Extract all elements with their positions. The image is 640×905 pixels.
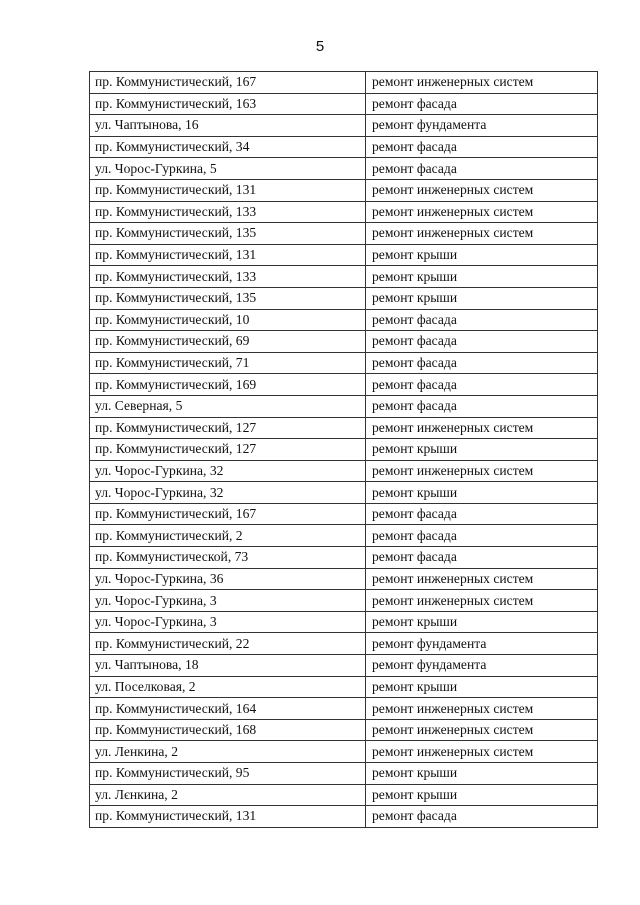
table-row [90,136,598,158]
table-row [90,784,598,806]
work-type-cell: ремонт крыши [366,266,598,288]
table-row [90,568,598,590]
address-cell: ул. Ленкина, 2 [90,741,366,763]
table-row [90,547,598,569]
work-type-cell: ремонт крыши [366,439,598,461]
work-type-cell: ремонт фундамента [366,633,598,655]
address-cell: пр. Коммунистический, 167 [90,72,366,94]
address-cell: пр. Коммунистический, 69 [90,331,366,353]
work-type-cell: ремонт инженерных систем [366,417,598,439]
table-row [90,719,598,741]
work-type-cell: ремонт инженерных систем [366,223,598,245]
work-type-cell: ремонт фасада [366,309,598,331]
address-cell: ул. Чорос-Гуркина, 32 [90,482,366,504]
table-row [90,741,598,763]
work-type-cell: ремонт инженерных систем [366,460,598,482]
address-cell: пр. Коммунистический, 164 [90,698,366,720]
address-cell: пр. Коммунистический, 169 [90,374,366,396]
address-cell: пр. Коммунистический, 133 [90,266,366,288]
address-cell: пр. Коммунистический, 135 [90,287,366,309]
work-type-cell: ремонт фундамента [366,655,598,677]
address-cell: ул. Чорос-Гуркина, 32 [90,460,366,482]
address-cell: пр. Коммунистический, 131 [90,179,366,201]
table-body [90,72,598,828]
work-type-cell: ремонт фасада [366,352,598,374]
address-cell: пр. Коммунистический, 133 [90,201,366,223]
work-type-cell: ремонт фасада [366,331,598,353]
work-type-cell: ремонт инженерных систем [366,72,598,94]
table-row [90,374,598,396]
address-cell: пр. Коммунистический, 127 [90,417,366,439]
work-type-cell: ремонт инженерных систем [366,179,598,201]
address-cell: пр. Коммунистический, 168 [90,719,366,741]
table-row [90,655,598,677]
table-row [90,417,598,439]
address-cell: ул. Северная, 5 [90,395,366,417]
address-cell: ул. Чорос-Гуркина, 3 [90,590,366,612]
address-cell: пр. Коммунистический, 131 [90,244,366,266]
work-type-cell: ремонт фасада [366,93,598,115]
address-cell: ул. Чаптынова, 18 [90,655,366,677]
table-row [90,482,598,504]
table-row [90,633,598,655]
table-row [90,503,598,525]
table-row [90,72,598,94]
page-number: 5 [315,38,325,55]
table-row [90,395,598,417]
table-row [90,309,598,331]
work-type-cell: ремонт крыши [366,611,598,633]
work-type-cell: ремонт крыши [366,244,598,266]
work-type-cell: ремонт фасада [366,525,598,547]
address-cell: ул. Поселковая, 2 [90,676,366,698]
table-row [90,179,598,201]
table-row [90,93,598,115]
address-cell: пр. Коммунистический, 95 [90,763,366,785]
table-row [90,611,598,633]
address-cell: ул. Лєнкина, 2 [90,784,366,806]
work-type-cell: ремонт инженерных систем [366,741,598,763]
table-row [90,676,598,698]
table-row [90,201,598,223]
repair-works-table [89,71,598,828]
address-cell: пр. Коммунистический, 163 [90,93,366,115]
table-row [90,223,598,245]
table-row [90,460,598,482]
table-row [90,115,598,137]
work-type-cell: ремонт фасада [366,806,598,828]
work-type-cell: ремонт инженерных систем [366,698,598,720]
address-cell: ул. Чаптынова, 16 [90,115,366,137]
table-row [90,698,598,720]
table-row [90,331,598,353]
work-type-cell: ремонт инженерных систем [366,568,598,590]
address-cell: пр. Коммунистический, 131 [90,806,366,828]
address-cell: ул. Чорос-Гуркина, 5 [90,158,366,180]
work-type-cell: ремонт фасада [366,395,598,417]
work-type-cell: ремонт фасада [366,136,598,158]
work-type-cell: ремонт инженерных систем [366,201,598,223]
table-row [90,439,598,461]
table-row [90,525,598,547]
address-cell: пр. Коммунистической, 73 [90,547,366,569]
work-type-cell: ремонт фасада [366,158,598,180]
work-type-cell: ремонт крыши [366,763,598,785]
work-type-cell: ремонт фасада [366,503,598,525]
address-cell: пр. Коммунистический, 2 [90,525,366,547]
work-type-cell: ремонт крыши [366,784,598,806]
table-row [90,244,598,266]
address-cell: пр. Коммунистический, 10 [90,309,366,331]
work-type-cell: ремонт инженерных систем [366,719,598,741]
work-type-cell: ремонт инженерных систем [366,590,598,612]
work-type-cell: ремонт фундамента [366,115,598,137]
address-cell: пр. Коммунистический, 135 [90,223,366,245]
work-type-cell: ремонт фасада [366,374,598,396]
address-cell: ул. Чорос-Гуркина, 36 [90,568,366,590]
work-type-cell: ремонт крыши [366,676,598,698]
address-cell: пр. Коммунистический, 71 [90,352,366,374]
table-row [90,352,598,374]
work-type-cell: ремонт крыши [366,287,598,309]
table-row [90,287,598,309]
table-row [90,763,598,785]
table-row [90,806,598,828]
address-cell: пр. Коммунистический, 34 [90,136,366,158]
table-row [90,590,598,612]
address-cell: пр. Коммунистический, 167 [90,503,366,525]
table-row [90,266,598,288]
work-type-cell: ремонт крыши [366,482,598,504]
table-row [90,158,598,180]
work-type-cell: ремонт фасада [366,547,598,569]
address-cell: ул. Чорос-Гуркина, 3 [90,611,366,633]
address-cell: пр. Коммунистический, 127 [90,439,366,461]
address-cell: пр. Коммунистический, 22 [90,633,366,655]
